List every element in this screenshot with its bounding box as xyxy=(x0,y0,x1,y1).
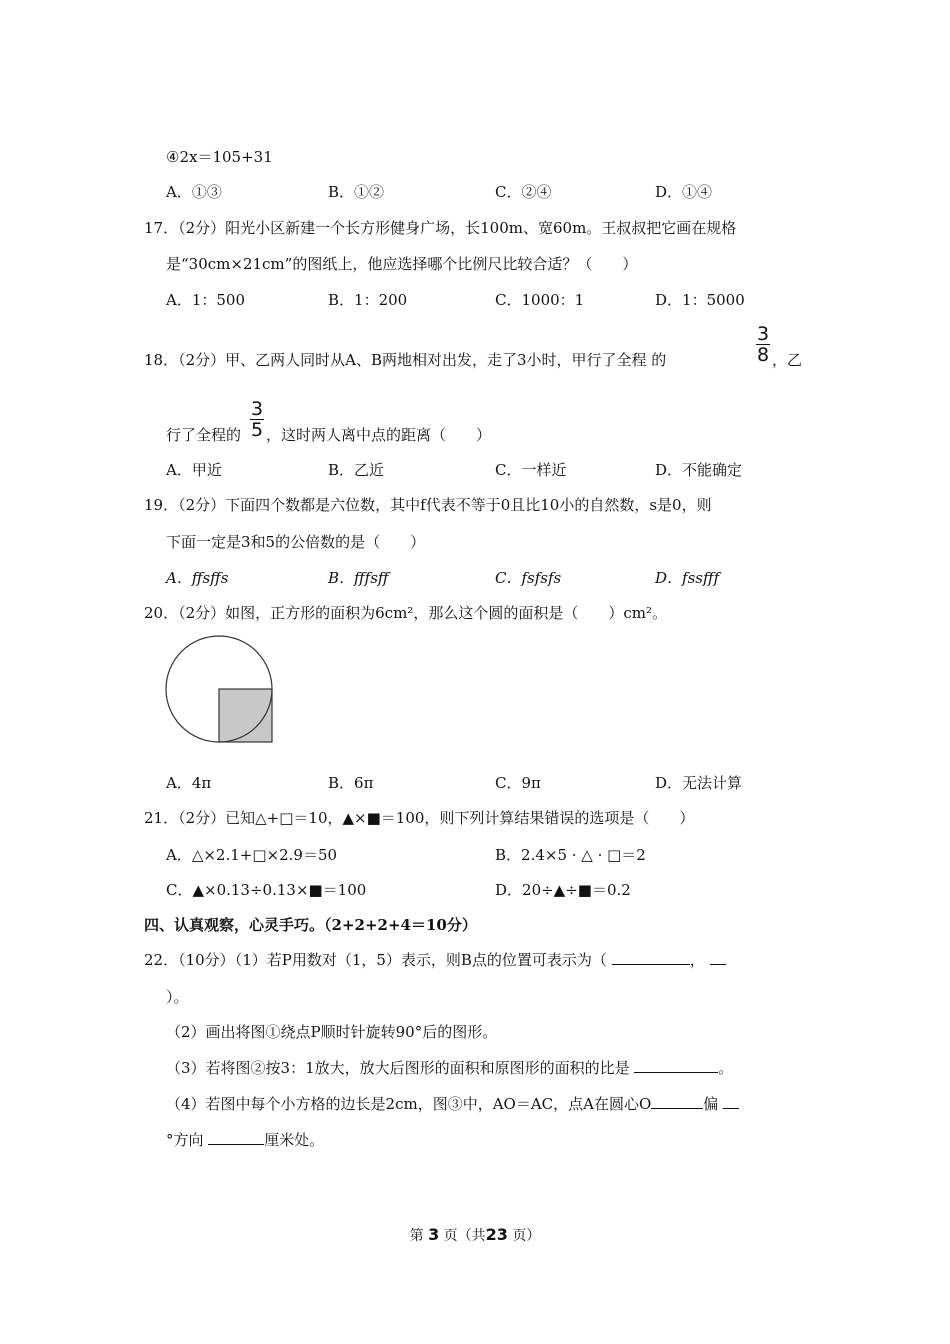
q16-option-d[interactable]: D．①④ xyxy=(655,183,713,201)
q21-line1 xyxy=(144,808,694,828)
q16-option-c[interactable]: C．②④ xyxy=(495,183,552,201)
q22-answer-blank-4[interactable] xyxy=(651,1094,703,1109)
q19-line2: 下面一定是3和5的公倍数的是（ ） xyxy=(166,533,426,551)
q18-text-1b: ，乙 xyxy=(772,351,803,369)
q20-text-1: 如图，正方形的面积为6cm²，那么这个圆的面积是（ ）cm²。 xyxy=(225,604,667,622)
q19-option-b[interactable]: B．fffsff xyxy=(328,569,389,587)
q19-option-a[interactable]: A．ffsffs xyxy=(166,569,229,587)
q20-option-a[interactable]: A．4π xyxy=(166,774,212,792)
q20-option-b[interactable]: B．6π xyxy=(328,774,374,792)
q21-option-b[interactable]: B．2.4×5 · △ · □＝2 xyxy=(495,846,646,864)
q22-answer-blank-5[interactable] xyxy=(723,1094,739,1109)
q17-score: （2分） xyxy=(178,219,226,237)
q18-fraction-1-num: 3 xyxy=(756,323,770,345)
footer-suffix: 页） xyxy=(512,1228,541,1244)
q22-part1-comma: ， xyxy=(689,951,705,969)
q21-number: 21． xyxy=(144,809,179,827)
q18-score: （2分） xyxy=(178,351,226,369)
q16-option-a[interactable]: A．①③ xyxy=(166,183,222,201)
q22-part3 xyxy=(166,1058,733,1078)
q22-line1 xyxy=(144,950,726,970)
q22-answer-blank-3[interactable] xyxy=(634,1058,718,1073)
footer-total-pages: 23 xyxy=(485,1225,508,1244)
q18-option-c[interactable]: C．一样近 xyxy=(495,461,567,479)
q16-option-b[interactable]: B．①② xyxy=(328,183,385,201)
q18-text-2b: ，这时两人离中点的距离（ ） xyxy=(266,426,492,444)
q17-line2: 是“30cm×21cm”的图纸上，他应选择哪个比例尺比较合适？（ ） xyxy=(166,255,638,273)
q18-fraction-2-num: 3 xyxy=(250,398,264,420)
q17-option-d[interactable]: D．1：5000 xyxy=(655,291,745,309)
q17-option-b[interactable]: B．1：200 xyxy=(328,291,408,309)
q18-option-b[interactable]: B．乙近 xyxy=(328,461,385,479)
q22-number: 22． xyxy=(144,951,179,969)
q16-item4: ④2x＝105+31 xyxy=(166,148,273,166)
q19-line1 xyxy=(144,495,712,515)
q22-score: （10分） xyxy=(178,951,235,969)
q20-option-d[interactable]: D．无法计算 xyxy=(655,774,743,792)
section-4-title: 四、认真观察，心灵手巧。（2+2+2+4＝10分） xyxy=(144,916,477,934)
q22-answer-blank-1[interactable] xyxy=(612,950,690,965)
page-footer xyxy=(0,1225,950,1245)
q19-option-c[interactable]: C．fsfsfs xyxy=(495,569,562,587)
footer-prefix: 第 xyxy=(409,1228,424,1244)
q22-part1-text: （1）若P用数对（1，5）表示，则B点的位置可表示为（ xyxy=(234,951,607,969)
footer-page-number: 3 xyxy=(428,1225,440,1244)
q17-option-a[interactable]: A．1：500 xyxy=(166,291,246,309)
q22-part1-close: ）。 xyxy=(166,988,189,1006)
q17-option-c[interactable]: C．1000：1 xyxy=(495,291,585,309)
q22-answer-blank-2[interactable] xyxy=(710,950,726,965)
q20-score: （2分） xyxy=(178,604,226,622)
q18-option-d[interactable]: D．不能确定 xyxy=(655,461,743,479)
q18-fraction-1-den: 8 xyxy=(756,344,770,366)
q18-text-1a: 甲、乙两人同时从A、B两地相对出发，走了3小时，甲行了全程 的 xyxy=(225,351,667,369)
q19-score: （2分） xyxy=(178,496,226,514)
q18-text-2a: 行了全程的 xyxy=(166,426,242,444)
q22-part4-pian: 偏 xyxy=(703,1095,719,1113)
q21-score: （2分） xyxy=(178,809,226,827)
q21-option-c[interactable]: C．▲×0.13÷0.13×■＝100 xyxy=(166,881,367,899)
q21-option-a[interactable]: A．△×2.1+□×2.9＝50 xyxy=(166,846,338,864)
q21-option-d[interactable]: D．20÷▲÷■＝0.2 xyxy=(495,881,631,899)
q20-option-c[interactable]: C．9π xyxy=(495,774,541,792)
q21-text-1: 已知△+□＝10，▲×■＝100，则下列计算结果错误的选项是（ ） xyxy=(225,809,695,827)
q19-number: 19． xyxy=(144,496,179,514)
q18-fraction-2 xyxy=(250,400,264,439)
q18-line1 xyxy=(144,350,666,370)
q18-number: 18． xyxy=(144,351,179,369)
q17-line1 xyxy=(144,218,736,238)
q17-number: 17． xyxy=(144,219,179,237)
q18-fraction-1 xyxy=(756,325,770,364)
shaded-square xyxy=(219,689,272,742)
q20-number: 20． xyxy=(144,604,179,622)
footer-middle: 页（共 xyxy=(443,1228,486,1244)
q22-part3-end: 。 xyxy=(718,1059,734,1077)
q19-text-1: 下面四个数都是六位数，其中f代表不等于0且比10小的自然数，s是0，则 xyxy=(225,496,712,514)
q22-answer-blank-6[interactable] xyxy=(208,1130,264,1145)
q22-part4-text: （4）若图中每个小方格的边长是2cm，图③中，AO＝AC，点A在圆心O xyxy=(166,1095,652,1113)
q19-option-d[interactable]: D．fssfff xyxy=(655,569,720,587)
q20-circle-square-figure xyxy=(160,632,280,750)
q22-part4-cont xyxy=(166,1130,324,1150)
q20-line1 xyxy=(144,603,667,623)
q22-part3-text: （3）若将图②按3：1放大，放大后图形的面积和原图形的面积的比是 xyxy=(166,1059,630,1077)
q17-text-1: 阳光小区新建一个长方形健身广场，长100m、宽60m。王叔叔把它画在规格 xyxy=(225,219,737,237)
q18-fraction-2-den: 5 xyxy=(250,419,264,441)
q22-part4 xyxy=(166,1094,739,1114)
q22-part4-direction: °方向 xyxy=(166,1131,204,1149)
q18-option-a[interactable]: A．甲近 xyxy=(166,461,222,479)
q22-part4-distance: 厘米处。 xyxy=(264,1131,325,1149)
q22-part2: （2）画出将图①绕点P顺时针旋转90°后的图形。 xyxy=(166,1023,498,1041)
